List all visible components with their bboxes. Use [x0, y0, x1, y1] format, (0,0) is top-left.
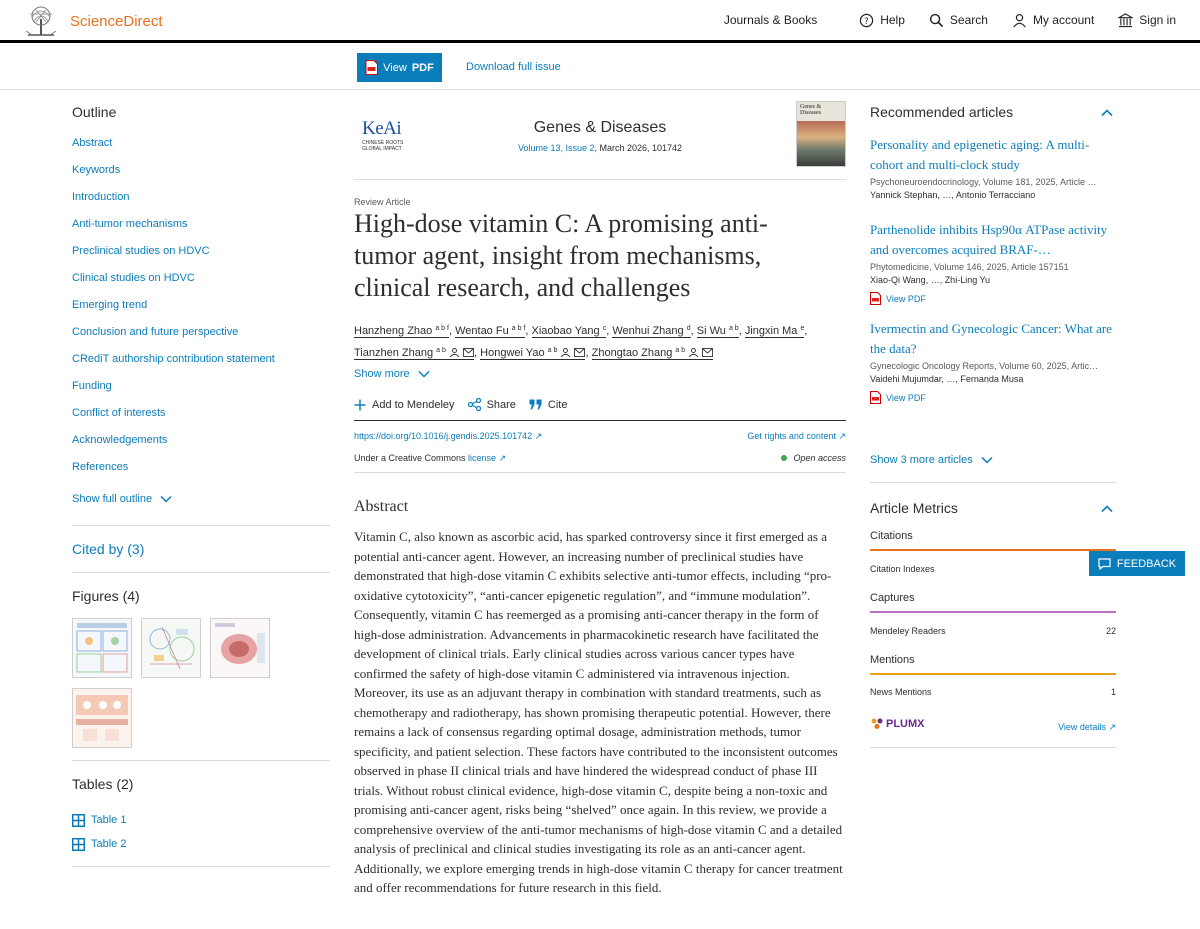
- outline-item-keywords[interactable]: Keywords: [72, 164, 121, 176]
- recommended-view-pdf-label: View PDF: [886, 392, 926, 403]
- mentions-underline: [870, 673, 1116, 675]
- journals-books-link[interactable]: Journals & Books: [723, 13, 818, 27]
- quote-icon: [529, 399, 542, 410]
- elsevier-tree-icon: [24, 5, 58, 37]
- article-type: Review Article: [354, 197, 411, 207]
- top-nav: [724, 0, 1176, 40]
- figure-thumbnail-1[interactable]: [72, 618, 132, 678]
- author-link[interactable]: [354, 347, 474, 360]
- author-name: Wenhui Zhang: [612, 325, 684, 337]
- figure-thumbnail-2[interactable]: [141, 618, 201, 678]
- pdf-icon: [870, 292, 881, 305]
- author-name: Si Wu: [696, 325, 726, 337]
- email-icon: [574, 348, 585, 357]
- author-name: Zhongtao Zhang: [591, 347, 673, 359]
- figure-thumbnail-3[interactable]: [210, 618, 270, 678]
- recommended-header[interactable]: [870, 104, 1116, 126]
- plus-icon: [354, 399, 366, 411]
- view-details-link[interactable]: View details ↗: [1058, 722, 1116, 732]
- keai-tagline-2: GLOBAL IMPACT: [362, 146, 402, 152]
- recommended-view-pdf-link[interactable]: [870, 292, 1116, 305]
- captures-underline: [870, 611, 1116, 613]
- person-icon: [560, 348, 571, 357]
- help-link[interactable]: [859, 13, 905, 28]
- show-more-authors-button[interactable]: [354, 368, 430, 380]
- outline-item-emerging-trend[interactable]: Emerging trend: [72, 299, 148, 311]
- recommended-article: [870, 319, 1116, 404]
- brand-name: ScienceDirect: [70, 12, 163, 30]
- figures-title: Figures (4): [72, 588, 140, 604]
- pdf-icon: [870, 391, 881, 404]
- tables-list: [72, 808, 126, 856]
- show-more-articles-button[interactable]: [870, 454, 993, 466]
- recommended-article-meta: Gynecologic Oncology Reports, Volume 60, 2025, Artic…: [870, 361, 1099, 371]
- metrics-divider: [870, 482, 1116, 483]
- person-icon: [688, 348, 699, 357]
- citation-indexes-row: [870, 564, 1116, 574]
- outline-panel: [72, 104, 330, 505]
- author-affiliation: a b f: [435, 325, 449, 332]
- author-affiliation: a b: [547, 347, 558, 354]
- abstract-text: Vitamin C, also known as ascorbic acid, has sparked controversy since it first emerged as a potential anti-cancer agent. However, an increasing number of preclinical studies have demonstrated that high-dose vitamin C exhibits selective anti-tumor effects, including “pro-oxidative cytotoxicity”, “anti-cancer epigenetic regulation”, and “immune modulation”. Consequently, vitamin C has reemerged as a promising anti-cancer therapy in the form of high-dose administration. Advancements in pharmacokinetic research have facilitated the development of clinical trials. Early clinical studies across various cancer types have confirmed the safety of high-dose vitamin C administered via intravenous injection. Moreover, its use as an adjuvant therapy in combination with standard treatments, such as chemotherapy and radiotherapy, has shown promising therapeutic potential. However, there remains a lack of consensus regarding optimal dosage, administration methods, tumor specificity, and patient selection. These factors have contributed to the inconsistent outcomes observed in phase II clinical trials and have hindered the widespread conduct of phase III trials. Without robust clinical evidence, high-dose vitamin C, despite being a non-toxic and promising anti-cancer agent, risks being “shelved” once again. In this review, we provide a comprehensive overview of the anti-tumor mechanisms of high-dose vitamin C and a detailed analysis of preclinical and clinical studies investigating its role as an anti-cancer agent. Additionally, we explore emerging trends in high-dose vitamin C therapy for cancer treatment and offer recommendations for future research in this field.: [354, 529, 843, 895]
- actions-divider: [354, 420, 846, 421]
- outline-item-clinical-studies[interactable]: Clinical studies on HDVC: [72, 272, 195, 284]
- help-icon: [859, 13, 874, 28]
- recommended-article-meta: Phytomedicine, Volume 146, 2025, Article 157151: [870, 262, 1069, 272]
- table-link-label: Table 1: [91, 814, 127, 826]
- cited-by-link[interactable]: Cited by (3): [72, 541, 145, 557]
- mentions-category: Mentions: [870, 654, 915, 666]
- author-affiliation: a b: [675, 347, 686, 354]
- author-link[interactable]: [354, 325, 449, 338]
- license-text: license: [468, 453, 497, 463]
- author-name: Wentao Fu: [455, 325, 509, 337]
- share-label: Share: [486, 398, 516, 411]
- plumx-icon: [870, 718, 884, 730]
- cite-label: Cite: [547, 398, 568, 411]
- table-icon: [72, 814, 85, 827]
- author-name: Hongwei Yao: [480, 347, 545, 359]
- recommended-view-pdf-label: View PDF: [886, 293, 926, 304]
- recommended-title: Recommended articles: [870, 104, 1014, 120]
- outline-item-acknowledgements[interactable]: Acknowledgements: [72, 434, 168, 446]
- recommended-article-authors: Yannick Stephan, …, Antonio Terracciano: [870, 190, 1036, 200]
- chevron-up-icon[interactable]: [1100, 502, 1114, 516]
- feedback-label: FEEDBACK: [1116, 557, 1177, 570]
- sign-in-label: Sign in: [1139, 13, 1176, 27]
- outline-item-funding[interactable]: Funding: [72, 380, 112, 392]
- chevron-down-icon: [160, 495, 172, 503]
- outline-item-introduction[interactable]: Introduction: [72, 191, 130, 203]
- outline-item-credit[interactable]: CRediT authorship contribution statement: [72, 353, 275, 365]
- recommended-article-title[interactable]: Ivermectin and Gynecologic Cancer: What are the data?: [870, 321, 1112, 356]
- sidebar-divider: [72, 572, 330, 573]
- search-label: Search: [949, 13, 988, 27]
- rights-text: Get rights and content: [747, 431, 836, 441]
- author-affiliation: a b: [728, 325, 739, 332]
- add-to-mendeley-label: Add to Mendeley: [372, 398, 455, 411]
- author-affiliation: a b f: [511, 325, 526, 332]
- show-more-articles-label: Show 3 more articles: [870, 454, 973, 466]
- outline-item-abstract[interactable]: Abstract: [72, 137, 113, 149]
- right-sidebar: [870, 104, 1116, 732]
- journal-header: [354, 100, 846, 180]
- citations-category: Citations: [870, 530, 913, 542]
- figure-thumbnail-4[interactable]: [72, 688, 132, 748]
- sidebar-divider: [72, 760, 330, 761]
- author-link[interactable]: [697, 325, 739, 338]
- mendeley-readers-value: 22: [1105, 626, 1116, 636]
- table-link-1[interactable]: [72, 808, 126, 832]
- recommended-article-title[interactable]: Parthenolide inhibits Hsp90α ATPase activity and overcomes acquired BRAF-…: [870, 222, 1108, 257]
- outline-list: [72, 135, 330, 486]
- outline-title: Outline: [72, 104, 117, 120]
- license-link[interactable]: license ↗: [468, 453, 507, 463]
- external-link-icon: ↗: [838, 431, 846, 441]
- recommended-view-pdf-link[interactable]: [870, 391, 1116, 404]
- search-icon: [929, 13, 944, 28]
- author-link[interactable]: [592, 347, 714, 360]
- view-pdf-prefix: View: [383, 61, 407, 74]
- article-actions: [354, 398, 567, 411]
- plumx-logo: [870, 718, 925, 730]
- author-affiliation: d: [686, 325, 691, 332]
- author-name: Tianzhen Zhang: [354, 347, 434, 359]
- journal-cover-image[interactable]: [796, 101, 846, 167]
- table-link-2[interactable]: [72, 832, 126, 856]
- email-icon: [702, 348, 713, 357]
- doi-text: https://doi.org/10.1016/j.gendis.2025.101742: [354, 431, 533, 441]
- recommended-article-authors: Xiao-Qi Wang, …, Zhi-Ling Yu: [870, 275, 991, 285]
- recommended-article-meta: Psychoneuroendocrinology, Volume 181, 2025, Article …: [870, 177, 1097, 187]
- cite-button[interactable]: [529, 398, 568, 411]
- open-access-label: Open access: [793, 453, 846, 463]
- chat-bubble-icon: [1098, 558, 1111, 570]
- rights-link[interactable]: [747, 431, 846, 442]
- author-link[interactable]: [612, 325, 690, 338]
- recommended-article: [870, 220, 1116, 305]
- outline-item-references[interactable]: References: [72, 461, 129, 473]
- email-icon: [463, 348, 474, 357]
- article-title: High-dose vitamin C: A promising anti-tumor agent, insight from mechanisms, clinical research, and challenges: [354, 209, 768, 302]
- svg-text:?: ?: [864, 15, 869, 26]
- news-mentions-row: [870, 687, 1116, 697]
- author-link[interactable]: [745, 325, 805, 338]
- metrics-title: Article Metrics: [870, 500, 958, 516]
- author-link[interactable]: [480, 347, 585, 360]
- person-icon: [449, 348, 460, 357]
- pdf-icon: [365, 60, 378, 75]
- article-toolbar: [0, 43, 1200, 90]
- metadata-divider: [354, 472, 846, 473]
- show-more-label: Show more: [354, 368, 410, 380]
- keai-wordmark: KeAi: [362, 118, 402, 139]
- open-access-badge: [781, 453, 846, 463]
- institution-icon: [1118, 13, 1133, 28]
- show-full-outline-button[interactable]: [72, 493, 330, 505]
- external-link-icon: ↗: [534, 431, 543, 441]
- outline-item-preclinical-studies[interactable]: Preclinical studies on HDVC: [72, 245, 210, 257]
- tables-title: Tables (2): [72, 776, 134, 792]
- news-mentions-label: News Mentions: [870, 687, 932, 697]
- author-name: Jingxin Ma: [744, 325, 798, 337]
- author-affiliation: c: [602, 325, 607, 332]
- metrics-header[interactable]: [870, 500, 1116, 516]
- show-full-outline-label: Show full outline: [72, 493, 153, 505]
- sidebar-divider: [72, 525, 330, 526]
- outline-item-conclusion[interactable]: Conclusion and future perspective: [72, 326, 239, 338]
- chevron-down-icon: [981, 456, 993, 464]
- author-name: Xiaobao Yang: [531, 325, 600, 337]
- outline-item-conflict[interactable]: Conflict of interests: [72, 407, 166, 419]
- author-affiliation: e: [800, 325, 805, 332]
- volume-issue-link[interactable]: Volume 13, Issue 2: [517, 143, 595, 153]
- author-affiliation: a b: [436, 347, 446, 354]
- author-list: Hanzheng Zhao $^{a b f}$, Wentao Fu $^{a b f}$, Xiaobao Yang $^c$, Wenhui Zhang $^d$, Si Wu $^{a b}$, Jingxin Ma $^e$, Tianzhen Zhang $^{a b}$ , Hongwei Yao $^{a b}$ , Zhongtao Zhang $^{a b}$: [354, 325, 808, 359]
- view-pdf-bold: PDF: [411, 61, 434, 74]
- citation-indexes-label: Citation Indexes: [870, 564, 935, 574]
- issue-date: , March 2026, 101742: [594, 143, 683, 153]
- sign-in-link[interactable]: [1118, 13, 1176, 28]
- citations-underline: [870, 549, 1116, 551]
- mendeley-readers-row: [870, 626, 1116, 636]
- license-prefix: Under a Creative Commons: [354, 453, 469, 463]
- open-access-dot-icon: [781, 455, 787, 461]
- my-account-label: My account: [1032, 13, 1095, 27]
- doi-link[interactable]: [354, 431, 542, 442]
- journal-issue-info: [354, 143, 846, 153]
- help-label: Help: [880, 13, 905, 27]
- keai-tagline-1: CHINESE ROOTS: [362, 140, 404, 146]
- share-icon: [468, 398, 481, 411]
- user-icon: [1012, 13, 1027, 28]
- view-details-label: View details: [1058, 722, 1106, 732]
- news-mentions-value: 1: [1110, 687, 1116, 697]
- metrics-bottom-divider: [870, 747, 1116, 748]
- author-name: Hanzheng Zhao: [354, 325, 433, 337]
- add-to-mendeley-button[interactable]: [354, 398, 455, 411]
- license-line: [354, 453, 506, 464]
- table-icon: [72, 838, 85, 851]
- plumx-wordmark: PLUMX: [886, 718, 925, 730]
- chevron-up-icon[interactable]: [1100, 106, 1114, 120]
- recommended-article: [870, 135, 1116, 200]
- share-button[interactable]: [468, 398, 516, 411]
- cover-title: Genes & Diseases: [800, 104, 822, 116]
- sciencedirect-logo[interactable]: [24, 5, 163, 37]
- mendeley-readers-label: Mendeley Readers: [870, 626, 946, 636]
- abstract-heading: Abstract: [354, 498, 409, 515]
- download-full-issue-link[interactable]: Download full issue: [466, 61, 561, 73]
- feedback-button[interactable]: [1089, 551, 1185, 576]
- recommended-article-authors: Vaidehi Mujumdar, …, Fernanda Musa: [870, 374, 1024, 384]
- journal-title-link[interactable]: Genes & Diseases: [533, 119, 667, 136]
- recommended-article-title[interactable]: Personality and epigenetic aging: A multi-cohort and multi-clock study: [870, 137, 1090, 172]
- author-link[interactable]: [532, 325, 607, 338]
- author-link[interactable]: [455, 325, 525, 338]
- view-pdf-button[interactable]: [357, 53, 442, 82]
- search-link[interactable]: [929, 13, 988, 28]
- outline-item-anti-tumor-mechanisms[interactable]: Anti-tumor mechanisms: [72, 218, 188, 230]
- article-main: [354, 100, 846, 895]
- figures-grid: [72, 618, 282, 748]
- table-link-label: Table 2: [91, 838, 127, 850]
- captures-category: Captures: [870, 592, 915, 604]
- sidebar-divider: [72, 866, 330, 867]
- chevron-down-icon: [418, 370, 430, 378]
- my-account-link[interactable]: [1012, 13, 1094, 28]
- top-header: [0, 0, 1200, 43]
